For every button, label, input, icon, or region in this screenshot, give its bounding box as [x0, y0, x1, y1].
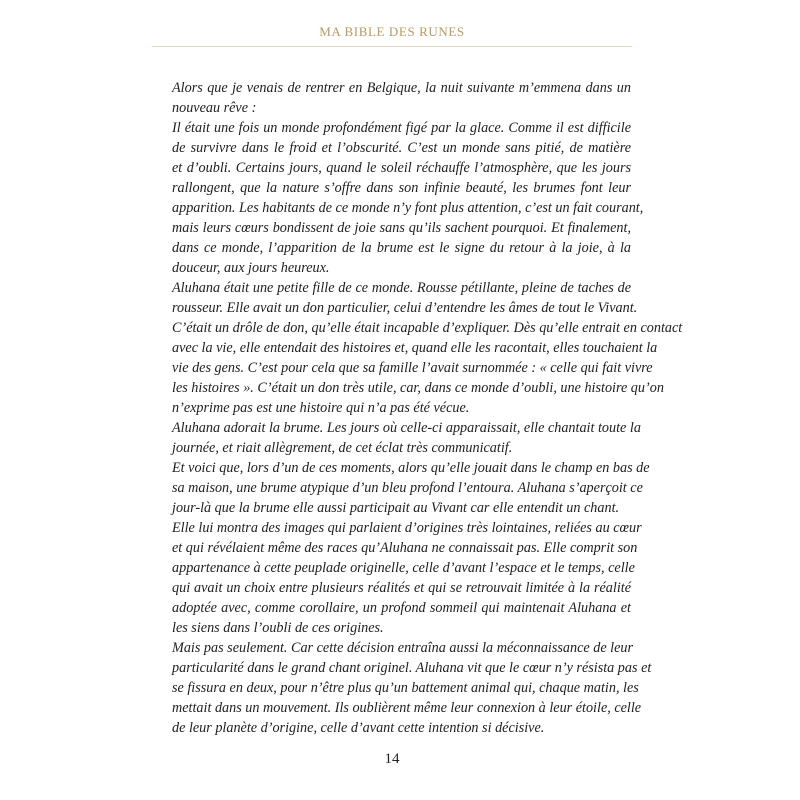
text-line: rallongent, que la nature s’offre dans son infinie beauté, les brumes font leur: [172, 180, 631, 196]
text-line: Mais pas seulement. Car cette décision entraîna aussi la méconnaissance de leur: [172, 640, 634, 656]
running-header-title: MA BIBLE DES RUNES: [319, 24, 465, 39]
text-line: mettait dans un mouvement. Ils oublièrent même leur connexion à leur étoile, celle: [172, 700, 642, 716]
text-line: Aluhana adorait la brume. Les jours où celle-ci apparaissait, elle chantait toute la: [172, 420, 641, 436]
text-line: et d’oubli. Certains jours, quand le soleil réchauffe l’atmosphère, que les jours: [172, 160, 631, 176]
text-line: C’était un drôle de don, qu’elle était incapable d’expliquer. Dès qu’elle entrait en contact: [172, 320, 683, 336]
text-line: n’exprime pas est une histoire qui n’a pas été vécue.: [172, 400, 470, 416]
text-line: sa maison, une brume atypique d’un bleu profond l’entoura. Aluhana s’aperçoit ce: [172, 480, 643, 496]
text-line: les siens dans l’oubli de ces origines.: [172, 620, 384, 636]
text-line: rousseur. Elle avait un don particulier, celui d’entendre les âmes de tout le Vivant.: [172, 300, 638, 316]
text-line: jour-là que la brume elle aussi participait au Vivant car elle entendit un chant.: [172, 500, 620, 516]
text-line: douceur, aux jours heureux.: [172, 260, 330, 276]
text-line: de survivre dans le froid et l’obscurité. C’est un monde sans pitié, de matière: [172, 140, 631, 156]
text-line: vie des gens. C’est pour cela que sa famille l’avait surnommée : « celle qui fait vivre: [172, 360, 653, 376]
text-line: Alors que je venais de rentrer en Belgique, la nuit suivante m’emmena dans un: [172, 80, 631, 96]
text-line: nouveau rêve :: [172, 100, 257, 116]
text-line: Elle lui montra des images qui parlaient d’origines très lointaines, reliées au cœur: [172, 520, 642, 536]
text-line: adoptée avec, comme corollaire, un profond sommeil qui maintenait Aluhana et: [172, 600, 631, 616]
text-line: se fissura en deux, pour n’être plus qu’un battement animal qui, chaque matin, les: [172, 680, 639, 696]
text-line: particularité dans le grand chant originel. Aluhana vit que le cœur n’y résista pas et: [172, 660, 652, 676]
text-line: les histoires ». C’était un don très utile, car, dans ce monde d’oubli, une histoire qu’on: [172, 380, 664, 396]
text-line: de leur planète d’origine, celle d’avant cette intention si décisive.: [172, 720, 545, 736]
text-line: avec la vie, elle entendait des histoires et, quand elle les racontait, elles touchaient la: [172, 340, 658, 356]
body-text: [172, 78, 683, 738]
text-line: appartenance à cette peuplade originelle, celle d’avant l’espace et le temps, celle: [172, 560, 635, 576]
text-line: mais leurs cœurs bondissent de joie sans qu’ils sachent pourquoi. Et finalement,: [172, 220, 631, 236]
text-line: Aluhana était une petite fille de ce monde. Rousse pétillante, pleine de taches de: [172, 280, 631, 296]
header-divider: [152, 46, 632, 47]
text-line: journée, et riait allègrement, de cet éclat très communicatif.: [172, 440, 513, 456]
text-line: Et voici que, lors d’un de ces moments, alors qu’elle jouait dans le champ en bas de: [172, 460, 650, 476]
text-line: et qui révélaient même des races qu’Aluhana ne connaissait pas. Elle comprit son: [172, 540, 638, 556]
text-line: apparition. Les habitants de ce monde n’y font plus attention, c’est un fait courant,: [172, 200, 644, 216]
text-line: dans ce monde, l’apparition de la brume est le signe du retour à la joie, à la: [172, 240, 631, 256]
page-number: 14: [384, 751, 400, 767]
text-line: qui avait un choix entre plusieurs réalités et qui se retrouvait limitée à la réalité: [172, 580, 631, 596]
text-line: Il était une fois un monde profondément figé par la glace. Comme il est difficile: [172, 120, 631, 136]
